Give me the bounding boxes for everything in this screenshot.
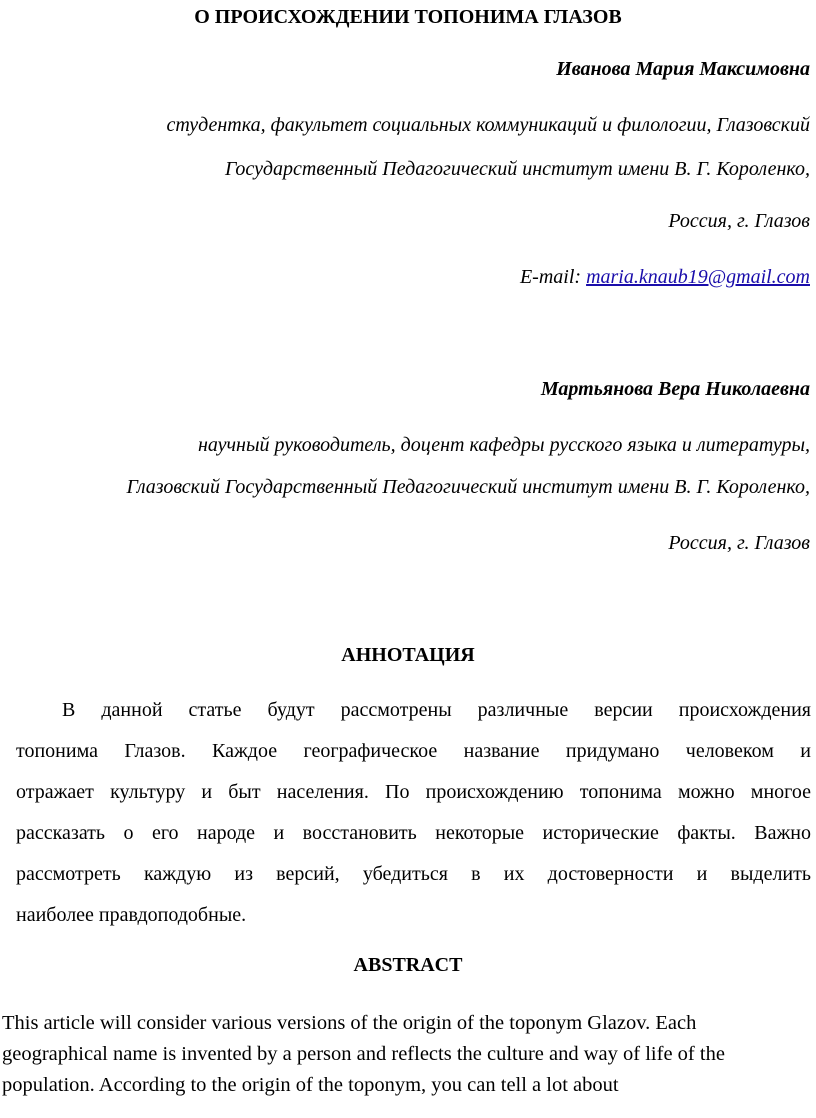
- article-title: О ПРОИСХОЖДЕНИИ ТОПОНИМА ГЛАЗОВ: [194, 6, 622, 28]
- author1-location: Россия, г. Глазов: [668, 210, 810, 232]
- annotation-line: наиболее правдоподобные.: [16, 904, 247, 926]
- author1-name: Иванова Мария Максимовна: [556, 58, 810, 80]
- author2-affiliation-line2: Глазовский Государственный Педагогический институт имени В. Г. Короленко,: [126, 476, 810, 498]
- annotation-line: топонима Глазов. Каждое географическое название придумано человеком и: [16, 740, 811, 762]
- annotation-line: отражает культуру и быт населения. По происхождению топонима можно многое: [16, 781, 811, 803]
- author2-affiliation-line1: научный руководитель, доцент кафедры русского языка и литературы,: [197, 434, 810, 456]
- abstract-heading: ABSTRACT: [353, 954, 463, 976]
- author2-location: Россия, г. Глазов: [668, 532, 810, 554]
- abstract-line: population. According to the origin of the toponym, you can tell a lot about: [2, 1074, 619, 1096]
- annotation-paragraph: [16, 690, 811, 936]
- email-label: E-mail:: [519, 266, 587, 288]
- abstract-line: This article will consider various versions of the origin of the toponym Glazov. Each: [2, 1012, 697, 1034]
- author1-affiliation-line1: студентка, факультет социальных коммуникаций и филологии, Глазовский: [166, 114, 810, 136]
- author2-name: Мартьянова Вера Николаевна: [540, 378, 810, 400]
- annotation-heading: АННОТАЦИЯ: [341, 644, 475, 666]
- email-link[interactable]: maria.knaub19@gmail.com: [586, 266, 810, 288]
- annotation-line: рассказать о его народе и восстановить некоторые исторические факты. Важно: [16, 822, 811, 844]
- abstract-line: geographical name is invented by a person and reflects the culture and way of life of the: [2, 1043, 725, 1065]
- abstract-paragraph: [2, 1008, 814, 1101]
- annotation-line: рассмотреть каждую из версий, убедиться в их достоверности и выделить: [16, 863, 811, 885]
- annotation-line: В данной статье будут рассмотрены различные версии происхождения: [62, 699, 811, 721]
- author1-email-line: [520, 266, 810, 289]
- author1-affiliation-line2: Государственный Педагогический институт имени В. Г. Короленко,: [224, 158, 810, 180]
